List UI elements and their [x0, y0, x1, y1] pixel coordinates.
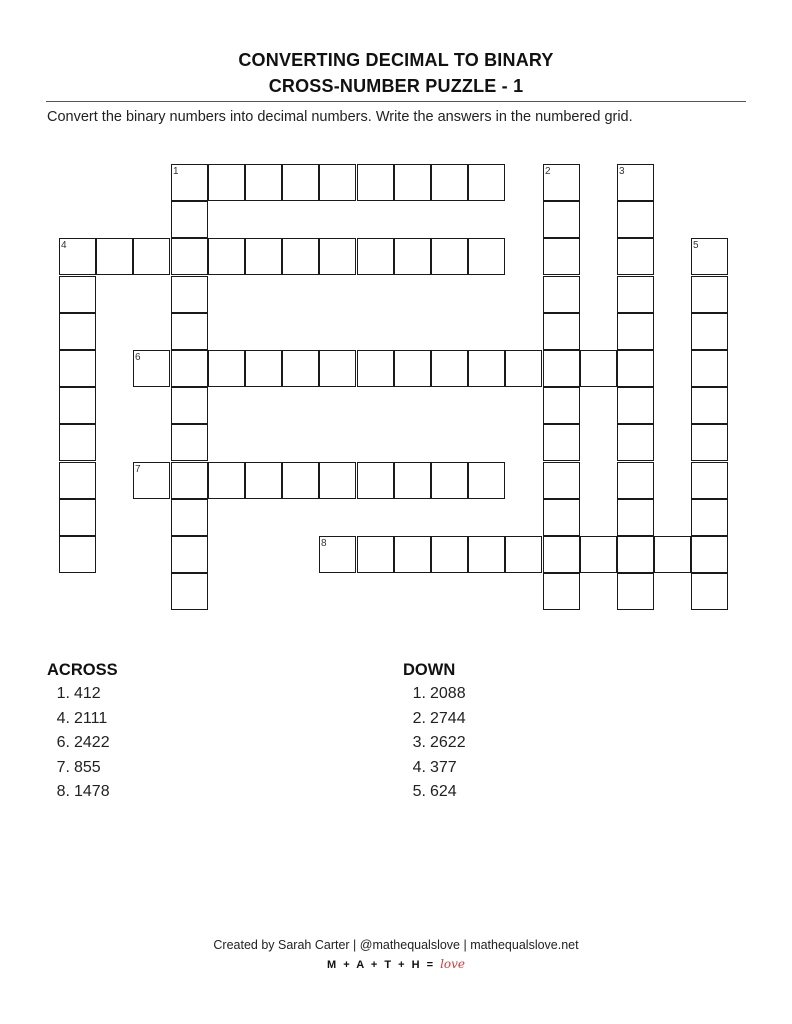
page-title: CONVERTING DECIMAL TO BINARY	[238, 50, 554, 70]
grid-cell[interactable]	[319, 462, 356, 499]
grid-cell[interactable]	[617, 238, 654, 275]
across-clue-item	[44, 710, 110, 735]
down-clue-list	[400, 685, 466, 808]
grid-cell[interactable]	[691, 313, 728, 350]
grid-cell[interactable]	[171, 573, 208, 610]
grid-cell[interactable]	[617, 276, 654, 313]
down-clue-item	[400, 710, 466, 735]
grid-cell[interactable]	[617, 499, 654, 536]
clue-number: 7.	[56, 758, 70, 776]
clue-number: 1.	[56, 685, 70, 702]
across-clue-item	[44, 759, 110, 784]
page-subtitle: CROSS-NUMBER PUZZLE - 1	[268, 76, 524, 96]
grid-cell[interactable]	[691, 573, 728, 610]
grid-cell[interactable]	[245, 164, 282, 201]
grid-cell[interactable]	[691, 350, 728, 387]
grid-cell[interactable]	[208, 462, 245, 499]
grid-cell[interactable]	[468, 238, 505, 275]
grid-cell[interactable]	[543, 276, 580, 313]
grid-cell[interactable]	[468, 164, 505, 201]
clue-number: 5.	[412, 783, 426, 800]
grid-cell[interactable]	[59, 499, 96, 536]
grid-cell[interactable]	[96, 238, 133, 275]
down-heading: DOWN	[403, 661, 456, 679]
across-clue-item	[44, 685, 110, 710]
grid-cell[interactable]	[505, 536, 542, 573]
down-clue-item	[400, 759, 466, 784]
grid-cell[interactable]	[59, 462, 96, 499]
grid-cell[interactable]	[171, 387, 208, 424]
grid-cell[interactable]	[580, 536, 617, 573]
clue-number: 4.	[412, 758, 426, 776]
credit-line: Created by Sarah Carter | @mathequalslove | mathequalslove.net	[213, 938, 579, 952]
grid-cell[interactable]	[59, 424, 96, 461]
logo-letters: M + A + T + H =	[326, 959, 436, 971]
grid-cell[interactable]	[617, 313, 654, 350]
grid-cell[interactable]	[319, 164, 356, 201]
across-heading: ACROSS	[47, 661, 118, 679]
down-clue-item	[400, 734, 466, 759]
clue-value: 1478	[74, 783, 110, 800]
clue-number: 8.	[56, 783, 70, 800]
grid-cell[interactable]	[282, 164, 319, 201]
across-clue-item	[44, 734, 110, 759]
grid-cell[interactable]	[319, 238, 356, 275]
grid-cell[interactable]	[617, 424, 654, 461]
across-clue-list	[44, 685, 110, 808]
grid-cell[interactable]	[468, 462, 505, 499]
grid-cell[interactable]	[394, 164, 431, 201]
grid-cell[interactable]	[171, 276, 208, 313]
grid-cell[interactable]	[431, 350, 468, 387]
clue-number-label: 7	[135, 464, 141, 475]
clue-number-label: 6	[135, 352, 141, 363]
grid-cell[interactable]	[59, 313, 96, 350]
grid-cell[interactable]	[357, 536, 394, 573]
clue-value: 624	[430, 783, 457, 800]
grid-cell[interactable]	[617, 573, 654, 610]
grid-cell[interactable]	[171, 238, 208, 275]
grid-cell[interactable]	[245, 462, 282, 499]
down-clue-item	[400, 685, 466, 710]
grid-cell[interactable]	[319, 350, 356, 387]
grid-cell[interactable]	[208, 350, 245, 387]
grid-cell[interactable]	[543, 387, 580, 424]
across-clue-item	[44, 783, 110, 808]
grid-cell[interactable]	[171, 424, 208, 461]
grid-cell[interactable]	[394, 536, 431, 573]
grid-cell[interactable]	[543, 313, 580, 350]
clue-value: 2622	[430, 734, 466, 751]
clue-value: 2744	[430, 709, 466, 727]
clue-number-label: 3	[619, 166, 625, 177]
grid-cell[interactable]	[394, 462, 431, 499]
grid-cell[interactable]	[691, 462, 728, 499]
grid-cell[interactable]	[617, 462, 654, 499]
clue-number: 4.	[56, 709, 70, 727]
grid-cell[interactable]	[245, 350, 282, 387]
grid-cell[interactable]	[133, 238, 170, 275]
grid-cell[interactable]	[468, 350, 505, 387]
grid-cell[interactable]	[691, 536, 728, 573]
clue-value: 2422	[74, 734, 110, 751]
clue-value: 412	[74, 685, 101, 702]
grid-cell[interactable]	[431, 536, 468, 573]
grid-cell[interactable]	[543, 238, 580, 275]
grid-cell[interactable]	[431, 164, 468, 201]
grid-cell[interactable]	[171, 350, 208, 387]
clue-value: 2088	[430, 685, 466, 702]
clue-number-label: 2	[545, 166, 551, 177]
grid-cell[interactable]	[171, 536, 208, 573]
grid-cell[interactable]	[691, 499, 728, 536]
logo-word: love	[440, 957, 466, 971]
grid-cell[interactable]	[59, 387, 96, 424]
grid-cell[interactable]	[357, 238, 394, 275]
grid-cell[interactable]	[691, 276, 728, 313]
grid-cell[interactable]	[505, 350, 542, 387]
grid-cell[interactable]	[617, 201, 654, 238]
grid-cell[interactable]	[171, 201, 208, 238]
grid-cell[interactable]	[357, 164, 394, 201]
grid-cell[interactable]	[580, 350, 617, 387]
grid-cell[interactable]	[357, 462, 394, 499]
grid-cell[interactable]	[691, 387, 728, 424]
clue-value: 377	[430, 758, 457, 776]
grid-cell[interactable]	[431, 462, 468, 499]
grid-cell[interactable]	[654, 536, 691, 573]
grid-cell[interactable]	[59, 350, 96, 387]
grid-cell[interactable]	[357, 350, 394, 387]
clue-number: 3.	[412, 734, 426, 751]
grid-cell[interactable]	[543, 424, 580, 461]
grid-cell[interactable]	[208, 238, 245, 275]
grid-cell[interactable]	[543, 536, 580, 573]
clue-number: 6.	[56, 734, 70, 751]
grid-cell[interactable]	[394, 350, 431, 387]
clue-number-label: 5	[693, 240, 699, 251]
clue-number: 1.	[412, 685, 426, 702]
grid-cell[interactable]	[617, 387, 654, 424]
grid-cell[interactable]	[543, 462, 580, 499]
grid-cell[interactable]	[59, 536, 96, 573]
grid-cell[interactable]	[543, 350, 580, 387]
grid-cell[interactable]	[282, 238, 319, 275]
grid-cell[interactable]	[394, 238, 431, 275]
grid-cell[interactable]	[543, 201, 580, 238]
grid-cell[interactable]	[282, 462, 319, 499]
grid-cell[interactable]	[543, 573, 580, 610]
grid-cell[interactable]	[468, 536, 505, 573]
grid-cell[interactable]	[691, 424, 728, 461]
brand-logo	[0, 957, 792, 971]
clue-number-label: 8	[321, 538, 327, 549]
grid-cell[interactable]	[208, 164, 245, 201]
down-clue-item	[400, 783, 466, 808]
clue-value: 855	[74, 758, 101, 776]
grid-cell[interactable]	[245, 238, 282, 275]
grid-cell[interactable]	[543, 499, 580, 536]
grid-cell[interactable]	[431, 238, 468, 275]
instructions: Convert the binary numbers into decimal numbers. Write the answers in the numbered grid.	[47, 109, 633, 125]
grid-cell[interactable]	[171, 462, 208, 499]
grid-cell[interactable]	[171, 313, 208, 350]
clue-number: 2.	[412, 709, 426, 727]
grid-cell[interactable]	[617, 536, 654, 573]
grid-cell[interactable]	[282, 350, 319, 387]
clue-value: 2111	[74, 709, 108, 727]
grid-cell[interactable]	[59, 276, 96, 313]
clue-number-label: 4	[61, 240, 67, 251]
grid-cell[interactable]	[617, 350, 654, 387]
grid-cell[interactable]	[171, 499, 208, 536]
clue-number-label: 1	[173, 166, 179, 177]
